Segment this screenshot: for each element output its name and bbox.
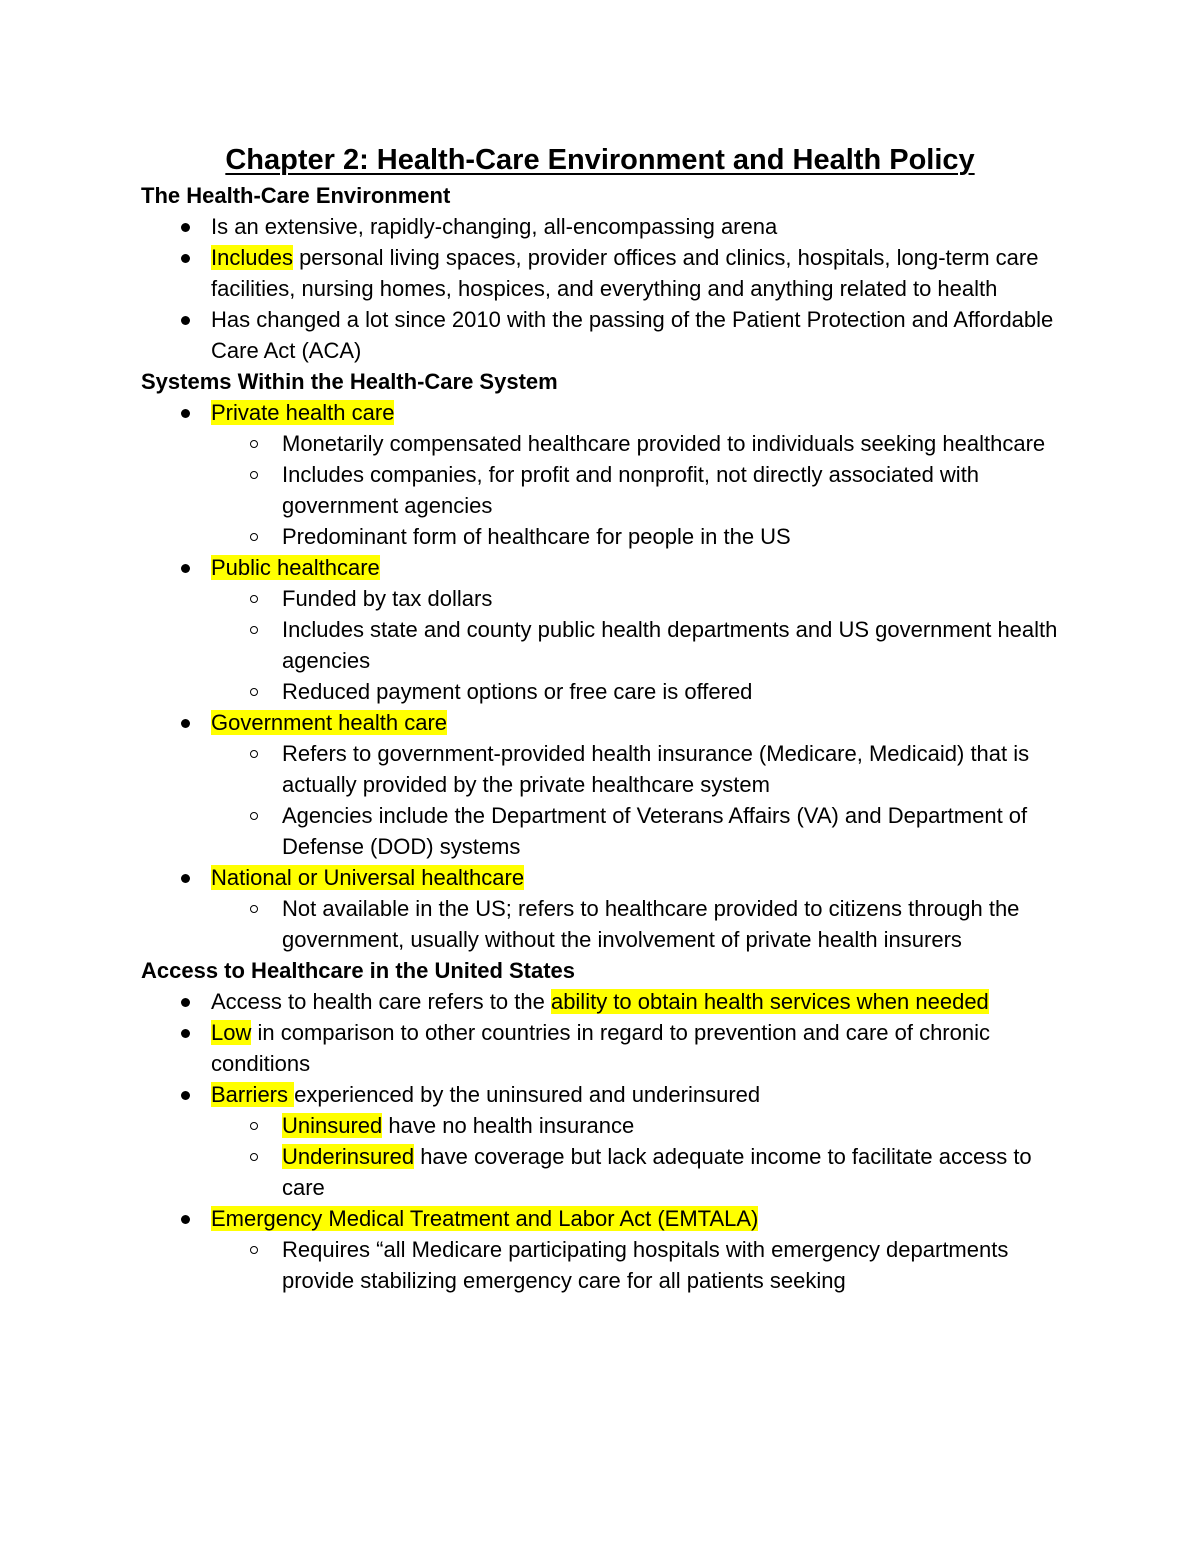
circle-bullet-icon — [250, 471, 258, 479]
section-heading: The Health-Care Environment — [141, 183, 451, 208]
highlighted-text: Uninsured — [282, 1113, 383, 1138]
section-heading: Access to Healthcare in the United States — [141, 958, 576, 983]
page-title: Chapter 2: Health-Care Environment and Health Policy — [225, 144, 975, 176]
sub-list-item: Underinsured have coverage but lack adequate income to facilitate access to care — [141, 1141, 1071, 1203]
highlighted-text: ability to obtain health services when needed — [550, 989, 989, 1014]
sub-list-item: Requires “all Medicare participating hospitals with emergency departments provide stabilizing emergency care for all patients seeking — [141, 1234, 1071, 1296]
list-item: Is an extensive, rapidly-changing, all-encompassing arena — [141, 211, 1071, 242]
bullet-icon — [181, 719, 190, 728]
sub-list-item: Includes state and county public health departments and US government health agencies — [141, 614, 1071, 676]
list-item — [141, 1203, 1071, 1234]
sub-list-item: Monetarily compensated healthcare provided to individuals seeking healthcare — [141, 428, 1071, 459]
highlighted-text: Public healthcare — [211, 555, 380, 580]
circle-bullet-icon — [250, 812, 258, 820]
bullet-icon — [181, 223, 190, 232]
list-item — [141, 862, 1071, 893]
list-item: Access to health care refers to the ability to obtain health services when needed — [141, 986, 1071, 1017]
circle-bullet-icon — [250, 626, 258, 634]
highlighted-text: Barriers — [211, 1082, 295, 1107]
highlighted-text: National or Universal healthcare — [211, 865, 525, 890]
sub-list-item: Refers to government-provided health insurance (Medicare, Medicaid) that is actually provided by the private healthcare system — [141, 738, 1071, 800]
sub-list-item: Agencies include the Department of Veterans Affairs (VA) and Department of Defense (DOD) systems — [141, 800, 1071, 862]
sub-list-item: Reduced payment options or free care is offered — [141, 676, 1071, 707]
highlighted-text: Private health care — [211, 400, 395, 425]
list-item: Includes personal living spaces, provider offices and clinics, hospitals, long-term care facilities, nursing homes, hospices, and everything and anything related to health — [141, 242, 1071, 304]
highlighted-text: Low — [211, 1020, 252, 1045]
circle-bullet-icon — [250, 1122, 258, 1130]
bullet-icon — [181, 254, 190, 263]
bullet-icon — [181, 409, 190, 418]
bullet-list — [141, 211, 1071, 366]
bullet-list — [141, 397, 1071, 955]
bullet-icon — [181, 998, 190, 1007]
sub-list-item: Funded by tax dollars — [141, 583, 1071, 614]
circle-bullet-icon — [250, 1246, 258, 1254]
highlighted-text: Includes — [211, 245, 293, 270]
list-item: Barriers experienced by the uninsured and underinsured — [141, 1079, 1071, 1110]
circle-bullet-icon — [250, 750, 258, 758]
circle-bullet-icon — [250, 595, 258, 603]
list-item: Has changed a lot since 2010 with the passing of the Patient Protection and Affordable Care Act (ACA) — [141, 304, 1071, 366]
list-item — [141, 397, 1071, 428]
bullet-icon — [181, 1091, 190, 1100]
list-item: Low in comparison to other countries in regard to prevention and care of chronic conditions — [141, 1017, 1071, 1079]
highlighted-text: Emergency Medical Treatment and Labor Act (EMTALA) — [211, 1206, 759, 1231]
sub-list-item: Includes companies, for profit and nonprofit, not directly associated with government agencies — [141, 459, 1071, 521]
sub-list-item: Not available in the US; refers to healthcare provided to citizens through the government, usually without the involvement of private health insurers — [141, 893, 1071, 955]
document-body — [141, 180, 1071, 1296]
circle-bullet-icon — [250, 533, 258, 541]
bullet-icon — [181, 1215, 190, 1224]
bullet-list — [141, 986, 1071, 1296]
bullet-icon — [181, 564, 190, 573]
list-item — [141, 707, 1071, 738]
highlighted-text: Underinsured — [282, 1144, 415, 1169]
circle-bullet-icon — [250, 1153, 258, 1161]
sub-list-item: Predominant form of healthcare for people in the US — [141, 521, 1071, 552]
section-heading: Systems Within the Health-Care System — [141, 369, 558, 394]
bullet-icon — [181, 874, 190, 883]
circle-bullet-icon — [250, 905, 258, 913]
bullet-icon — [181, 1029, 190, 1038]
bullet-icon — [181, 316, 190, 325]
circle-bullet-icon — [250, 688, 258, 696]
circle-bullet-icon — [250, 440, 258, 448]
list-item — [141, 552, 1071, 583]
highlighted-text: Government health care — [211, 710, 448, 735]
sub-list-item: Uninsured have no health insurance — [141, 1110, 1071, 1141]
